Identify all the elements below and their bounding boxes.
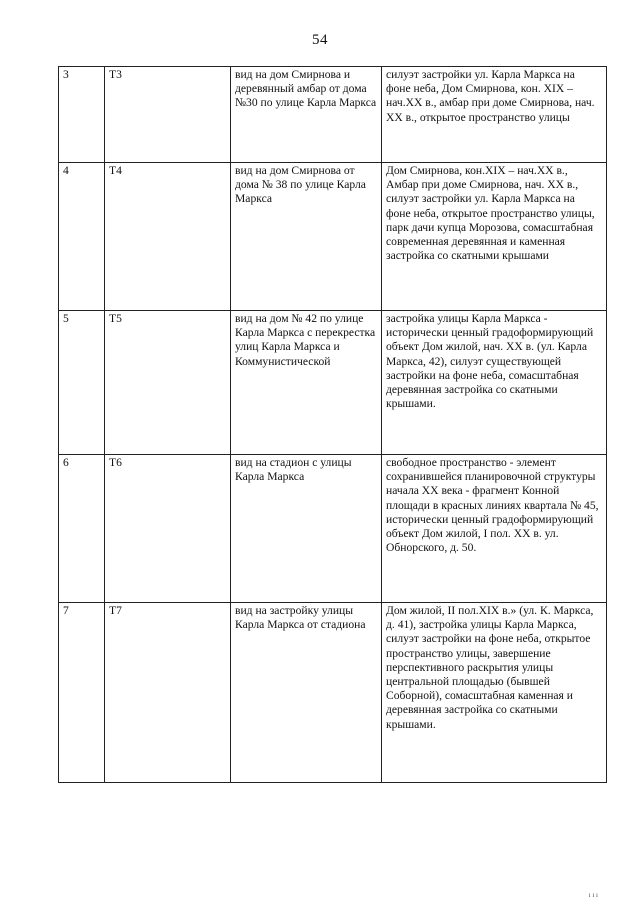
protected-elements: застройка улицы Карла Маркса - исторически ценный градоформирующий объект Дом жилой, нач. XX в. (ул. Карла Маркса, 42), силуэт существующей застройки на фоне неба, сомасштабная деревянная застройка со скатными крышами. [382, 311, 607, 455]
table-row [59, 603, 607, 783]
page-number: 54 [312, 32, 328, 48]
point-code: Т3 [105, 67, 231, 163]
table-row [59, 311, 607, 455]
table-row [59, 163, 607, 311]
point-code: Т7 [105, 603, 231, 783]
row-number: 6 [59, 455, 105, 603]
protected-elements: Дом Смирнова, кон.XIX – нач.XX в., Амбар при доме Смирнова, нач. XX в., силуэт застройки ул. Карла Маркса на фоне неба, открытое пространство улицы, парк дачи купца Морозова, сомасштабная современная деревянная и каменная застройка со скатными крышами [382, 163, 607, 311]
row-number: 5 [59, 311, 105, 455]
table-row [59, 455, 607, 603]
viewpoints-table [58, 66, 607, 783]
protected-elements: Дом жилой, II пол.XIX в.» (ул. К. Маркса, д. 41), застройка улицы Карла Маркса, силуэт застройки на фоне неба, открытое пространство улицы, завершение перспективного раскрытия улицы центральной площадью (бывшей Соборной), сомасштабная каменная и деревянная застройка со скатными крышами. [382, 603, 607, 783]
row-number: 3 [59, 67, 105, 163]
row-number: 7 [59, 603, 105, 783]
view-description: вид на застройку улицы Карла Маркса от стадиона [231, 603, 382, 783]
point-code: Т6 [105, 455, 231, 603]
view-description: вид на дом Смирнова от дома № 38 по улице Карла Маркса [231, 163, 382, 311]
table-row [59, 67, 607, 163]
row-number: 4 [59, 163, 105, 311]
view-description: вид на дом № 42 по улице Карла Маркса с перекрестка улиц Карла Маркса и Коммунистической [231, 311, 382, 455]
view-description: вид на стадион с улицы Карла Маркса [231, 455, 382, 603]
protected-elements: силуэт застройки ул. Карла Маркса на фоне неба, Дом Смирнова, кон. XIX – нач.XX в., амбар при доме Смирнова, нач. XX в., открытое пространство улицы [382, 67, 607, 163]
scan-mark: ı ı ı [588, 891, 598, 899]
point-code: Т4 [105, 163, 231, 311]
point-code: Т5 [105, 311, 231, 455]
view-description: вид на дом Смирнова и деревянный амбар от дома №30 по улице Карла Маркса [231, 67, 382, 163]
protected-elements: свободное пространство - элемент сохранившейся планировочной структуры начала XX века - фрагмент Конной площади в красных линиях квартала № 45, исторически ценный градоформирующий объект Дом жилой, I пол. XX в. ул. Обнорского, д. 50. [382, 455, 607, 603]
